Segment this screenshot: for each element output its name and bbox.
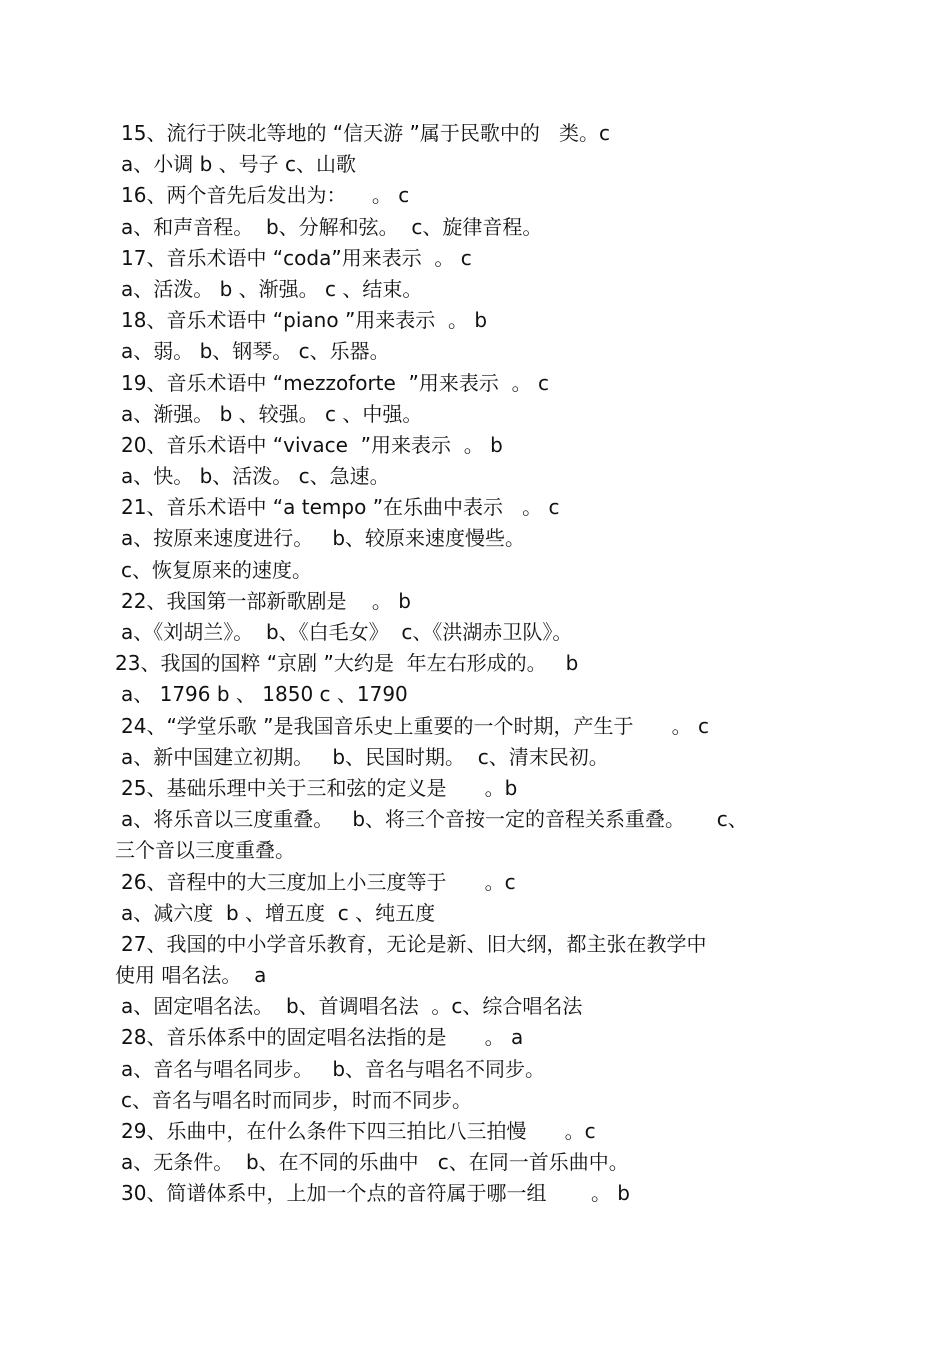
answer-options-20: a、快。 b、活泼。 c、急速。	[121, 464, 390, 489]
question-line-28: 28、音乐体系中的固定唱名法指的是 。 a	[121, 1025, 524, 1050]
answer-options-15: a、小调 b 、号子 c、山歌	[121, 152, 357, 177]
quiz-text-body	[115, 118, 825, 1210]
answer-options-18: a、弱。 b、钢琴。 c、乐器。	[121, 339, 390, 364]
answer-options-26: a、减六度 b 、增五度 c 、纯五度	[121, 900, 436, 925]
answer-options-17: a、活泼。 b 、渐强。 c 、结束。	[121, 276, 423, 301]
question-line-20: 20、音乐术语中 “vivace ”用来表示 。 b	[121, 432, 503, 457]
answer-options-28-cont: c、音名与唱名时而同步，时而不同步。	[121, 1087, 472, 1112]
answer-options-21: a、按原来速度进行。 b、较原来速度慢些。	[121, 526, 526, 551]
question-line-17: 17、音乐术语中 “coda”用来表示 。 c	[121, 245, 472, 270]
answer-options-16: a、和声音程。 b、分解和弦。 c、旋律音程。	[121, 214, 543, 239]
answer-options-29: a、无条件。 b、在不同的乐曲中 c、在同一首乐曲中。	[121, 1150, 629, 1175]
question-line-16: 16、两个音先后发出为： 。 c	[121, 183, 410, 208]
question-line-27-cont: 使用 唱名法。 a	[115, 963, 267, 988]
question-line-21: 21、音乐术语中 “a tempo ”在乐曲中表示 。 c	[121, 495, 560, 520]
answer-options-22: a、《刘胡兰》。 b、《白毛女》 c、《洪湖赤卫队》。	[121, 620, 573, 644]
answer-options-25: a、将乐音以三度重叠。 b、将三个音按一定的音程关系重叠。 c、	[121, 807, 748, 832]
answer-options-23: a、 1796 b 、 1850 c 、1790	[121, 682, 408, 707]
question-line-19: 19、音乐术语中 “mezzoforte ”用来表示 。 c	[121, 370, 549, 395]
question-line-24: 24、“学堂乐歌 ”是我国音乐史上重要的一个时期，产生于 。 c	[121, 713, 710, 738]
answer-options-24: a、新中国建立初期。 b、民国时期。 c、清末民初。	[121, 744, 609, 769]
question-line-27: 27、我国的中小学音乐教育，无论是新、旧大纲，都主张在教学中	[121, 931, 707, 956]
answer-options-28: a、音名与唱名同步。 b、音名与唱名不同步。	[121, 1056, 546, 1081]
answer-options-19: a、渐强。 b 、较强。 c 、中强。	[121, 401, 423, 426]
answer-options-27: a、固定唱名法。 b、首调唱名法 。c、综合唱名法	[121, 994, 583, 1019]
question-line-23: 23、我国的国粹 “京剧 ”大约是 年左右形成的。 b	[115, 651, 579, 676]
question-line-30: 30、简谱体系中，上加一个点的音符属于哪一组 。 b	[121, 1181, 631, 1206]
answer-options-21-cont: c、恢复原来的速度。	[121, 557, 312, 582]
answer-options-25-cont: 三个音以三度重叠。	[115, 838, 295, 863]
question-line-22: 22、我国第一部新歌剧是 。 b	[121, 588, 411, 613]
question-line-25: 25、基础乐理中关于三和弦的定义是 。b	[121, 775, 518, 800]
question-line-29: 29、乐曲中，在什么条件下四三拍比八三拍慢 。c	[121, 1119, 596, 1143]
question-line-18: 18、音乐术语中 “piano ”用来表示 。 b	[121, 308, 488, 333]
question-line-26: 26、音程中的大三度加上小三度等于 。c	[121, 869, 516, 894]
question-line-15: 15、流行于陕北等地的 “信天游 ”属于民歌中的 类。c	[121, 121, 610, 145]
